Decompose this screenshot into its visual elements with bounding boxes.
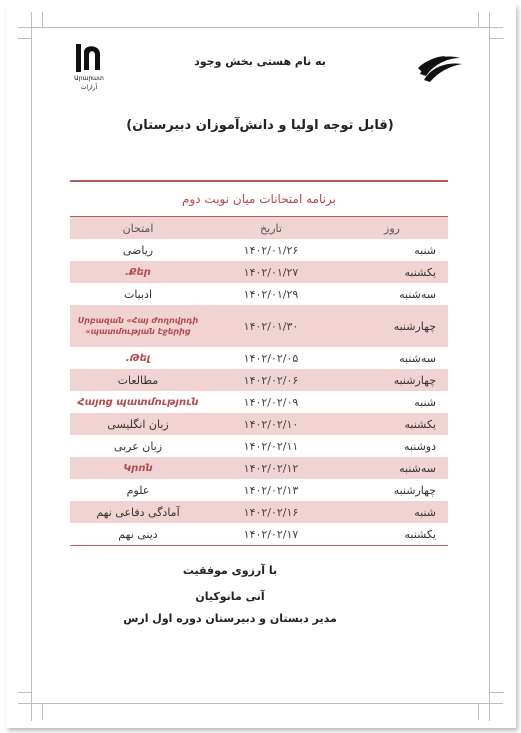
cell-day: چهارشنبه bbox=[393, 483, 436, 497]
table-row bbox=[70, 413, 448, 435]
signatory-name: آنی مانوکیان bbox=[195, 590, 265, 603]
cell-day: یکشنبه bbox=[336, 261, 448, 283]
school-logo-right bbox=[416, 52, 464, 86]
cell-exam: Թել. bbox=[125, 352, 151, 364]
cell-date: ۱۴۰۲/۰۲/۱۲ bbox=[206, 457, 336, 479]
cell-date: ۱۴۰۲/۰۱/۲۹ bbox=[243, 287, 299, 301]
cell-date: ۱۴۰۲/۰۱/۲۷ bbox=[206, 261, 336, 283]
cell-exam: علوم bbox=[126, 483, 150, 497]
cell-day: سه‌شنبه bbox=[336, 457, 448, 479]
school-logo-left bbox=[70, 42, 108, 92]
table-row bbox=[70, 435, 448, 457]
table-row bbox=[70, 523, 448, 546]
closing-wish: با آرزوی موفقیت bbox=[182, 564, 278, 577]
table-row bbox=[70, 501, 448, 523]
schedule-caption: برنامه امتحانات میان نوبت دوم bbox=[182, 192, 336, 206]
cell-date: ۱۴۰۲/۰۲/۰۹ bbox=[243, 395, 299, 409]
table-row bbox=[70, 479, 448, 501]
table-row bbox=[70, 261, 448, 283]
cell-day: شنبه bbox=[414, 395, 436, 409]
column-header-exam: امتحان bbox=[70, 217, 206, 239]
table-row bbox=[70, 391, 448, 413]
cell-exam: زبان عربی bbox=[113, 439, 163, 453]
cell-date: ۱۴۰۲/۰۲/۱۰ bbox=[206, 413, 336, 435]
cell-date: ۱۴۰۲/۰۱/۲۶ bbox=[243, 243, 299, 257]
cell-date: ۱۴۰۲/۰۲/۱۶ bbox=[206, 501, 336, 523]
column-header-date: تاریخ bbox=[206, 217, 336, 239]
cell-exam: زبان انگلیسی bbox=[70, 413, 206, 435]
cell-exam: دینی نهم bbox=[70, 523, 206, 546]
signature-block bbox=[123, 564, 337, 625]
cell-day: یکشنبه bbox=[336, 523, 448, 546]
page-header-title: به نام هستی بخش وجود bbox=[194, 55, 326, 68]
cell-exam: مطالعات bbox=[70, 369, 206, 391]
page-subtitle: (قابل توجه اولیا و دانش‌آموزان دبیرستان) bbox=[126, 118, 394, 133]
logo-text-armenian: Արարատ bbox=[74, 75, 104, 82]
exam-schedule bbox=[70, 180, 448, 546]
cell-day: شنبه bbox=[336, 501, 448, 523]
cell-day: سه‌شنبه bbox=[399, 351, 436, 365]
cell-date: ۱۴۰۲/۰۲/۰۶ bbox=[206, 369, 336, 391]
logo-text-persian: آرارات bbox=[80, 84, 98, 91]
cell-date: ۱۴۰۲/۰۲/۱۳ bbox=[243, 483, 299, 497]
column-header-day: روز bbox=[336, 217, 448, 239]
cell-day: سه‌شنبه bbox=[399, 287, 436, 301]
cell-day: دوشنبه bbox=[404, 439, 436, 453]
cell-exam: Հայոց պատմություն bbox=[77, 396, 199, 408]
table-row bbox=[70, 457, 448, 479]
table-row bbox=[70, 305, 448, 347]
cell-exam: Կրոն bbox=[70, 457, 206, 479]
cell-exam: ریاضی bbox=[122, 243, 154, 257]
cell-date: ۱۴۰۲/۰۱/۳۰ bbox=[206, 305, 336, 347]
signatory-title: مدیر دبستان و دبیرستان دوره اول ارس bbox=[123, 612, 337, 625]
cell-date: ۱۴۰۲/۰۲/۰۵ bbox=[243, 351, 299, 365]
cell-day: یکشنبه bbox=[336, 413, 448, 435]
table-row bbox=[70, 347, 448, 369]
table-header-row bbox=[70, 217, 448, 239]
cell-date: ۱۴۰۲/۰۲/۱۷ bbox=[206, 523, 336, 546]
table-row bbox=[70, 369, 448, 391]
cell-day: شنبه bbox=[414, 243, 436, 257]
schedule-table bbox=[70, 217, 448, 546]
cell-exam: آمادگی دفاعی نهم bbox=[70, 501, 206, 523]
cell-day: چهارشنبه bbox=[336, 369, 448, 391]
cell-exam: Քեր. bbox=[70, 261, 206, 283]
cell-date: ۱۴۰۲/۰۲/۱۱ bbox=[243, 439, 299, 453]
cell-day: چهارشنبه bbox=[336, 305, 448, 347]
cell-exam: Սրբազան «Հայ ժողովրդի պատմության էջերից» bbox=[70, 305, 206, 347]
table-row bbox=[70, 239, 448, 261]
cell-exam: ادبیات bbox=[123, 287, 153, 301]
table-row bbox=[70, 283, 448, 305]
